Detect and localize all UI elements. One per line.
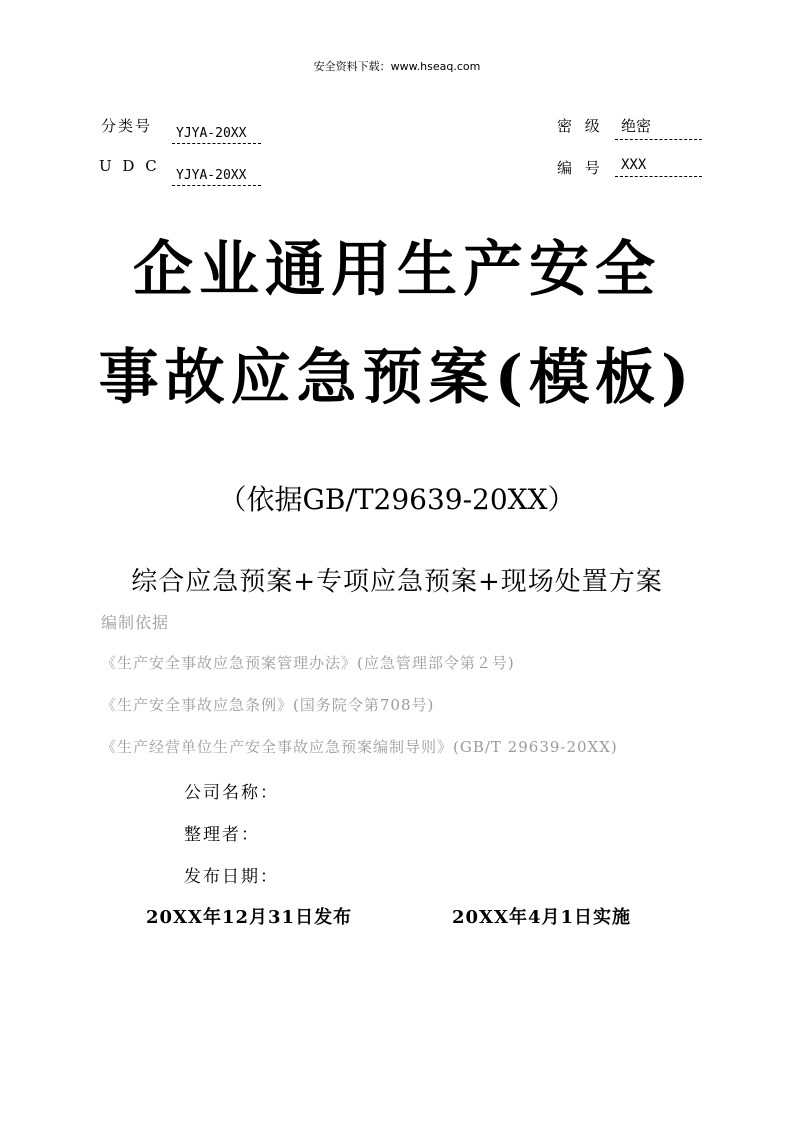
basis-item: 《生产安全事故应急条例》(国务院令第708号): [101, 696, 435, 714]
document-title-line2: 事故应急预案(模板): [98, 343, 696, 413]
udc-label: U D C: [99, 157, 160, 175]
publish-date: 20XX年12月31日发布: [146, 907, 353, 928]
effective-date: 20XX年4月1日实施: [452, 907, 632, 928]
classification-label: 分类号: [101, 117, 153, 135]
basis-heading: 编制依据: [101, 613, 170, 632]
udc-value: YJYA-20XX: [172, 168, 261, 186]
number-label: 编 号: [557, 159, 604, 177]
basis-item: 《生产经营单位生产安全事故应急预案编制导则》(GB/T 29639-20XX): [101, 738, 618, 756]
document-subtitle: （依据GB/T29639-20XX）: [218, 483, 576, 516]
company-name-label: 公司名称：: [184, 783, 279, 803]
secrecy-value: 绝密: [615, 115, 702, 140]
editor-label: 整理者：: [184, 825, 260, 845]
document-scope: 综合应急预案+专项应急预案+现场处置方案: [131, 567, 663, 597]
document-title-line1: 企业通用生产安全: [133, 235, 661, 305]
header-link[interactable]: 安全资料下载：www.hseaq.com: [313, 60, 481, 73]
basis-item: 《生产安全事故应急预案管理办法》(应急管理部令第２号): [101, 654, 515, 672]
secrecy-label: 密 级: [557, 117, 604, 135]
classification-value: YJYA-20XX: [172, 126, 261, 144]
publish-date-label: 发布日期：: [184, 867, 279, 887]
number-value: XXX: [615, 157, 702, 177]
